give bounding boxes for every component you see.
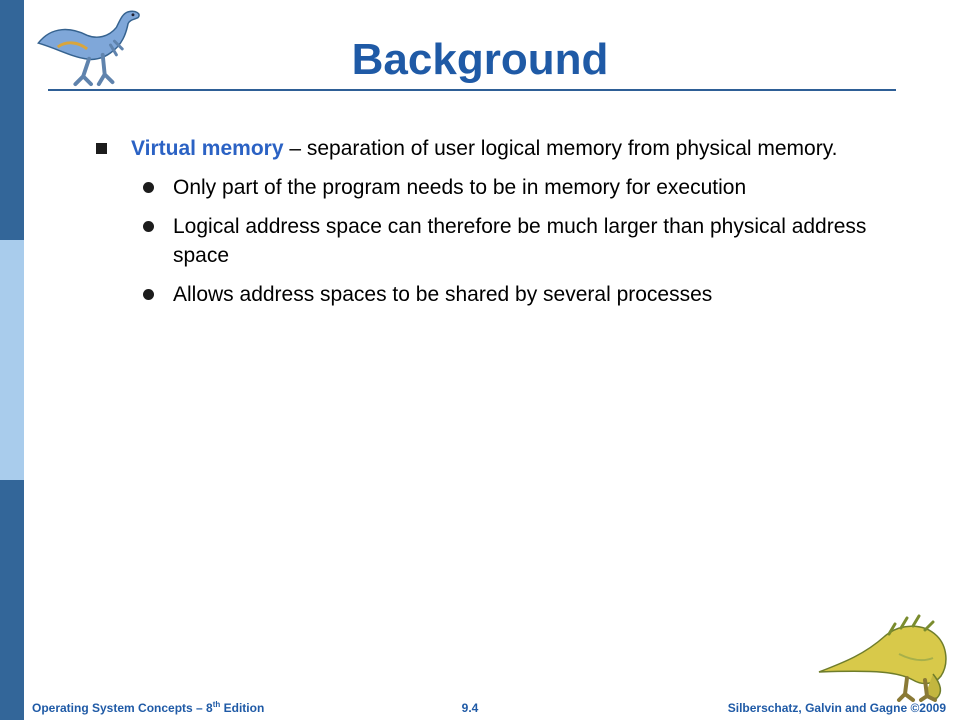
footer-edition-superscript: th (212, 700, 221, 709)
footer-copyright: Silberschatz, Galvin and Gagne ©2009 (727, 701, 946, 715)
bullet-item (96, 134, 876, 163)
sidebar-segment-bottom (0, 480, 24, 720)
bullet-term: Virtual memory (131, 137, 284, 160)
left-sidebar (0, 0, 24, 720)
bullet-text: – separation of user logical memory from physical memory. (283, 137, 838, 160)
slide-title: Background (351, 35, 609, 84)
subbullet-item (96, 212, 876, 270)
footer-book-prefix: Operating System Concepts – 8 (32, 701, 213, 715)
square-bullet-icon (96, 143, 107, 154)
subbullet-item (96, 173, 876, 202)
round-bullet-icon (143, 182, 154, 193)
footer-book-title (32, 697, 264, 716)
subbullet-item (96, 280, 876, 309)
round-bullet-icon (143, 221, 154, 232)
footer-book-suffix: Edition (220, 701, 265, 715)
slide-content (96, 134, 876, 319)
subbullet-text: Logical address space can therefore be much larger than physical address space (173, 215, 867, 267)
subbullet-text: Only part of the program needs to be in memory for execution (173, 176, 747, 199)
dinosaur-icon (815, 614, 955, 702)
title-divider (48, 89, 896, 91)
footer-page-number: 9.4 (461, 701, 479, 715)
subbullet-text: Allows address spaces to be shared by several processes (173, 283, 713, 306)
sidebar-segment-middle (0, 240, 24, 480)
round-bullet-icon (143, 289, 154, 300)
